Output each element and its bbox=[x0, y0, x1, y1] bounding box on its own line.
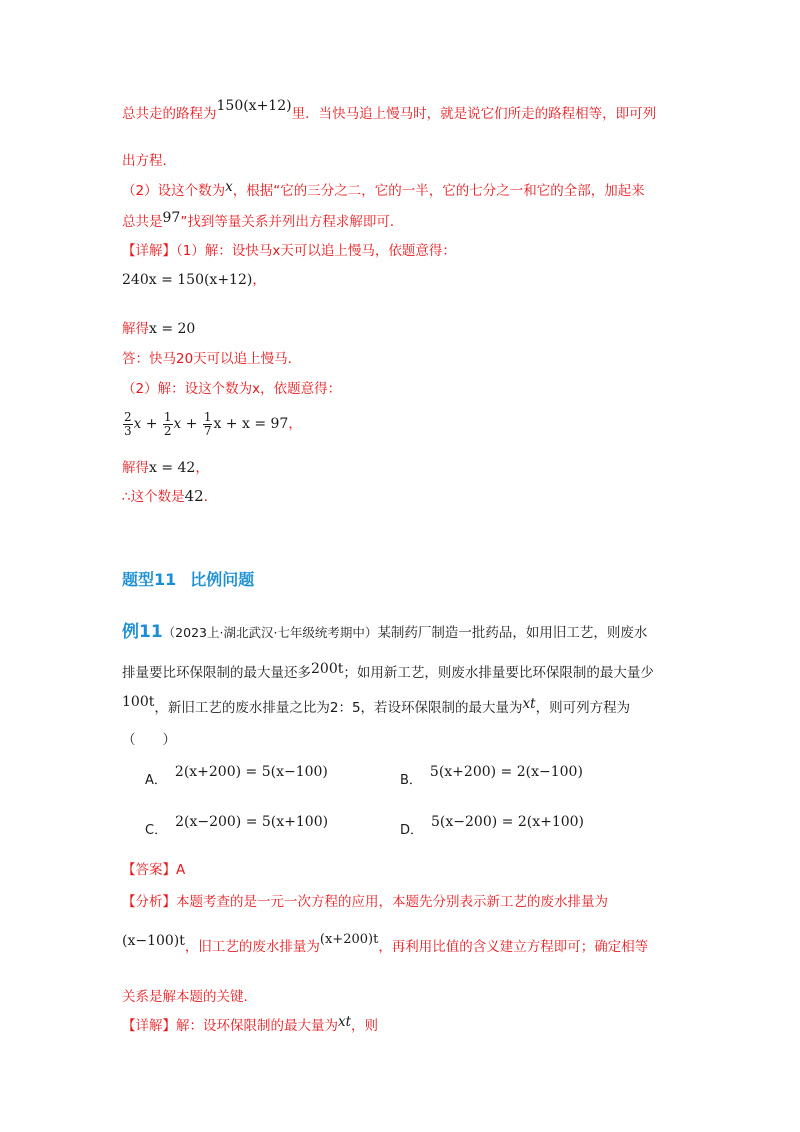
punct: ， bbox=[288, 416, 302, 432]
option-expr: 5(x−200) = 2(x+100) bbox=[431, 814, 585, 830]
equation-2: $\frac{2}{3}$ x + $\frac{1}{2}$ x + $\frac{1}{7}$ x + x = 97， bbox=[124, 409, 302, 438]
example-line-2 bbox=[122, 663, 654, 683]
math-expr: 240x = 150(x+12) bbox=[122, 272, 253, 288]
text: （2）设这个数为 bbox=[122, 183, 226, 199]
answer-line bbox=[122, 860, 185, 880]
detail-tag: 【详解】 bbox=[122, 243, 176, 259]
text: （1）解：设快马x天可以追上慢马，依题意得： bbox=[176, 243, 456, 259]
example-label: 例11 bbox=[122, 622, 163, 642]
option-a bbox=[145, 762, 328, 788]
solve-line-2 bbox=[122, 458, 209, 478]
equation-1 bbox=[122, 270, 266, 290]
solve-line-1 bbox=[122, 319, 195, 339]
analysis-tag: 【分析】 bbox=[122, 894, 176, 910]
solution-line-2 bbox=[122, 151, 176, 171]
section-number: 题型11 bbox=[122, 570, 177, 589]
text: 总共走的路程为 bbox=[122, 106, 217, 122]
option-label: B． bbox=[400, 773, 422, 788]
example-line-1 bbox=[122, 622, 647, 643]
analysis-line-2 bbox=[122, 932, 649, 958]
text: 答：快马20天可以追上慢马． bbox=[122, 351, 302, 367]
option-expr: 2(x+200) = 5(x−100) bbox=[174, 764, 328, 780]
text: ，则可列方程为 bbox=[535, 700, 631, 716]
answer-value: A bbox=[176, 862, 186, 878]
text: ；如用新工艺，则废水排量要比环保限制的最大量少 bbox=[343, 665, 654, 681]
math-expr: 150(x+12) bbox=[216, 98, 292, 114]
text: 总共是 bbox=[122, 214, 163, 230]
option-c bbox=[145, 812, 329, 838]
math-num: 97 bbox=[162, 210, 181, 226]
answer-paren bbox=[122, 730, 176, 750]
math-var: xt bbox=[522, 696, 536, 712]
text: ”找到等量关系并列出方程求解即可． bbox=[180, 214, 404, 230]
detail-line bbox=[122, 241, 456, 261]
text: （2）解：设这个数为x，依题意得： bbox=[122, 381, 342, 397]
punct: ． bbox=[203, 489, 218, 505]
option-d bbox=[400, 812, 585, 838]
text: 解：设环保限制的最大量为 bbox=[176, 1018, 338, 1034]
solution-line-1 bbox=[122, 98, 657, 124]
option-b bbox=[400, 762, 583, 788]
text: 本题考查的是一元一次方程的应用，本题先分别表示新工艺的废水排量为 bbox=[176, 894, 608, 910]
punct: ， bbox=[252, 272, 266, 288]
option-label: A． bbox=[145, 773, 167, 788]
fraction-2-3: $\frac{2}{3}$ bbox=[124, 409, 132, 438]
option-expr: 2(x−200) = 5(x+100) bbox=[175, 814, 329, 830]
option-expr: 5(x+200) = 2(x−100) bbox=[429, 764, 583, 780]
detail-tag: 【详解】 bbox=[122, 1018, 176, 1034]
text: ，根据“它的三分之二，它的一半，它的七分之一和它的全部，加起来 bbox=[232, 183, 645, 199]
math-expr: x + x = 97 bbox=[213, 416, 289, 432]
solution-line-3 bbox=[122, 181, 645, 201]
punct: ， bbox=[195, 460, 209, 476]
math-qty: 200t bbox=[311, 661, 344, 677]
text: ∴这个数是 bbox=[122, 489, 185, 505]
section-name: 比例问题 bbox=[190, 570, 255, 589]
math-expr: (x−100)t bbox=[122, 933, 185, 949]
conclusion-line bbox=[122, 486, 217, 507]
text: ，新旧工艺的废水排量之比为2：5，若设环保限制的最大量为 bbox=[154, 700, 523, 716]
answer-tag: 【答案】 bbox=[122, 862, 176, 878]
text: 解得 bbox=[122, 321, 149, 337]
example-source: （2023上·湖北武汉·七年级统考期中） bbox=[162, 625, 378, 640]
text: 排量要比环保限制的最大量还多 bbox=[122, 665, 311, 681]
option-label: D． bbox=[400, 823, 424, 838]
analysis-line-1 bbox=[122, 892, 608, 912]
math-expr: x = 42 bbox=[149, 460, 196, 476]
section-title bbox=[122, 570, 254, 590]
example-line-3 bbox=[122, 694, 631, 718]
text: 关系是解本题的关键． bbox=[122, 989, 257, 1005]
math-expr: x = 20 bbox=[149, 321, 196, 337]
math-num: 42 bbox=[184, 487, 204, 505]
solution-line-4 bbox=[122, 212, 403, 232]
math-qty: 100t bbox=[122, 694, 155, 710]
text: 某制药厂制造一批药品，如用旧工艺，则废水 bbox=[377, 625, 648, 641]
math-expr: (x+200)t bbox=[319, 932, 379, 947]
math-var: x bbox=[225, 179, 233, 195]
part2-line bbox=[122, 379, 341, 399]
text: 出方程． bbox=[122, 153, 176, 169]
fraction-1-7: $\frac{1}{7}$ bbox=[203, 409, 212, 438]
answer-line-1 bbox=[122, 349, 301, 369]
paren: （ ） bbox=[122, 732, 176, 748]
detail-line-2 bbox=[122, 1016, 378, 1036]
text: ，再利用比值的含义建立方程即可；确定相等 bbox=[378, 939, 649, 955]
text: 解得 bbox=[122, 460, 149, 476]
text: 里．当快马追上慢马时，就是说它们所走的路程相等，即可列 bbox=[291, 106, 657, 122]
text: ，旧工艺的废水排量为 bbox=[184, 939, 320, 955]
analysis-line-3 bbox=[122, 987, 257, 1007]
option-label: C． bbox=[145, 823, 168, 838]
math-var: xt bbox=[338, 1014, 352, 1030]
text: ，则 bbox=[351, 1018, 379, 1034]
fraction-1-2: $\frac{1}{2}$ bbox=[163, 409, 172, 438]
